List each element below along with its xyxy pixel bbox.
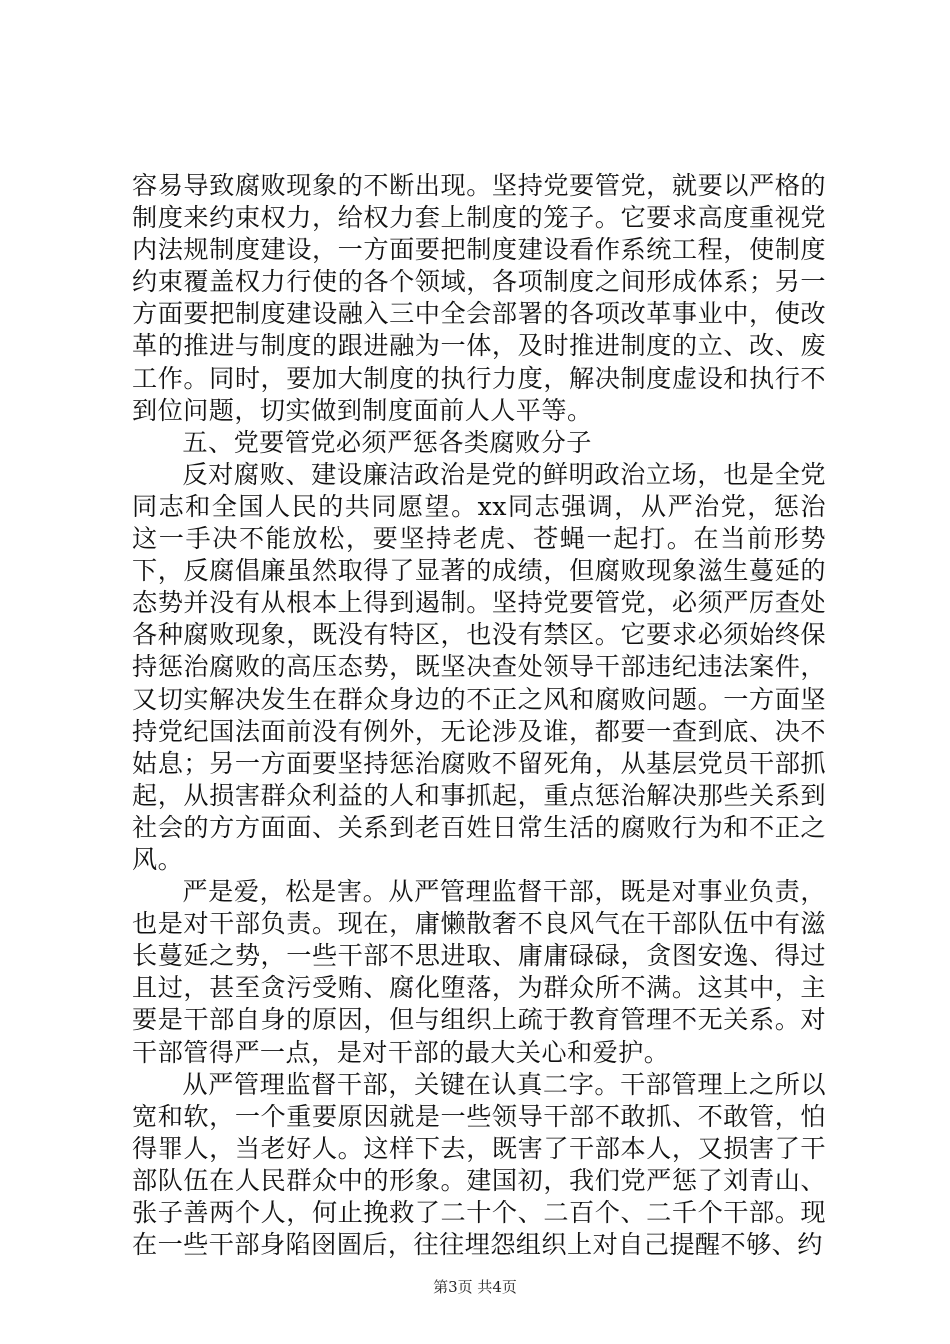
document-body <box>132 170 826 1261</box>
paragraph-4: 从严管理监督干部，关键在认真二字。干部管理上之所以宽和软，一个重要原因就是一些领导干部不敢抓、不敢管，怕得罪人，当老好人。这样下去，既害了干部本人，又损害了干部队伍在人民群众中的形象。建国初，我们党严惩了刘青山、张子善两个人，何止挽救了二十个、二百个、二千个干部。现在一些干部身陷囹圄后，往往埋怨组织上对自己提醒不够、约 <box>132 1069 826 1260</box>
page-footer: 第3页 共4页 <box>433 1278 517 1296</box>
paragraph-1: 容易导致腐败现象的不断出现。坚持党要管党，就要以严格的制度来约束权力，给权力套上制度的笼子。它要求高度重视党内法规制度建设，一方面要把制度建设看作系统工程，使制度约束覆盖权力行使的各个领域，各项制度之间形成体系；另一方面要把制度建设融入三中全会部署的各项改革事业中，使改革的推进与制度的跟进融为一体，及时推进制度的立、改、废工作。同时，要加大制度的执行力度，解决制度虚设和执行不到位问题，切实做到制度面前人人平等。 <box>132 171 826 425</box>
paragraph-2: 反对腐败、建设廉洁政治是党的鲜明政治立场，也是全党同志和全国人民的共同愿望。xx同志强调，从严治党，惩治这一手决不能放松，要坚持老虎、苍蝇一起打。在当前形势下，反腐倡廉虽然取得了显著的成绩，但腐败现象滋生蔓延的态势并没有从根本上得到遏制。坚持党要管党，必须严厉查处各种腐败现象，既没有特区，也没有禁区。它要求必须始终保持惩治腐败的高压态势，既坚决查处领导干部违纪违法案件，又切实解决发生在群众身边的不正之风和腐败问题。一方面坚持党纪国法面前没有例外，无论涉及谁，都要一查到底、决不姑息；另一方面要坚持惩治腐败不留死角，从基层党员干部抓起，从损害群众利益的人和事抓起，重点惩治解决那些关系到社会的方方面面、关系到老百姓日常生活的腐败行为和不正之风。 <box>132 459 826 874</box>
paragraph-3: 严是爱，松是害。从严管理监督干部，既是对事业负责，也是对干部负责。现在，庸懒散奢不良风气在干部队伍中有滋长蔓延之势，一些干部不思进取、庸庸碌碌，贪图安逸、得过且过，甚至贪污受贿、腐化堕落，为群众所不满。这其中，主要是干部自身的原因，但与组织上疏于教育管理不无关系。对干部管得严一点，是对干部的最大关心和爱护。 <box>132 877 826 1067</box>
section-heading-5: 五、党要管党必须严惩各类腐败分子 <box>182 427 592 457</box>
